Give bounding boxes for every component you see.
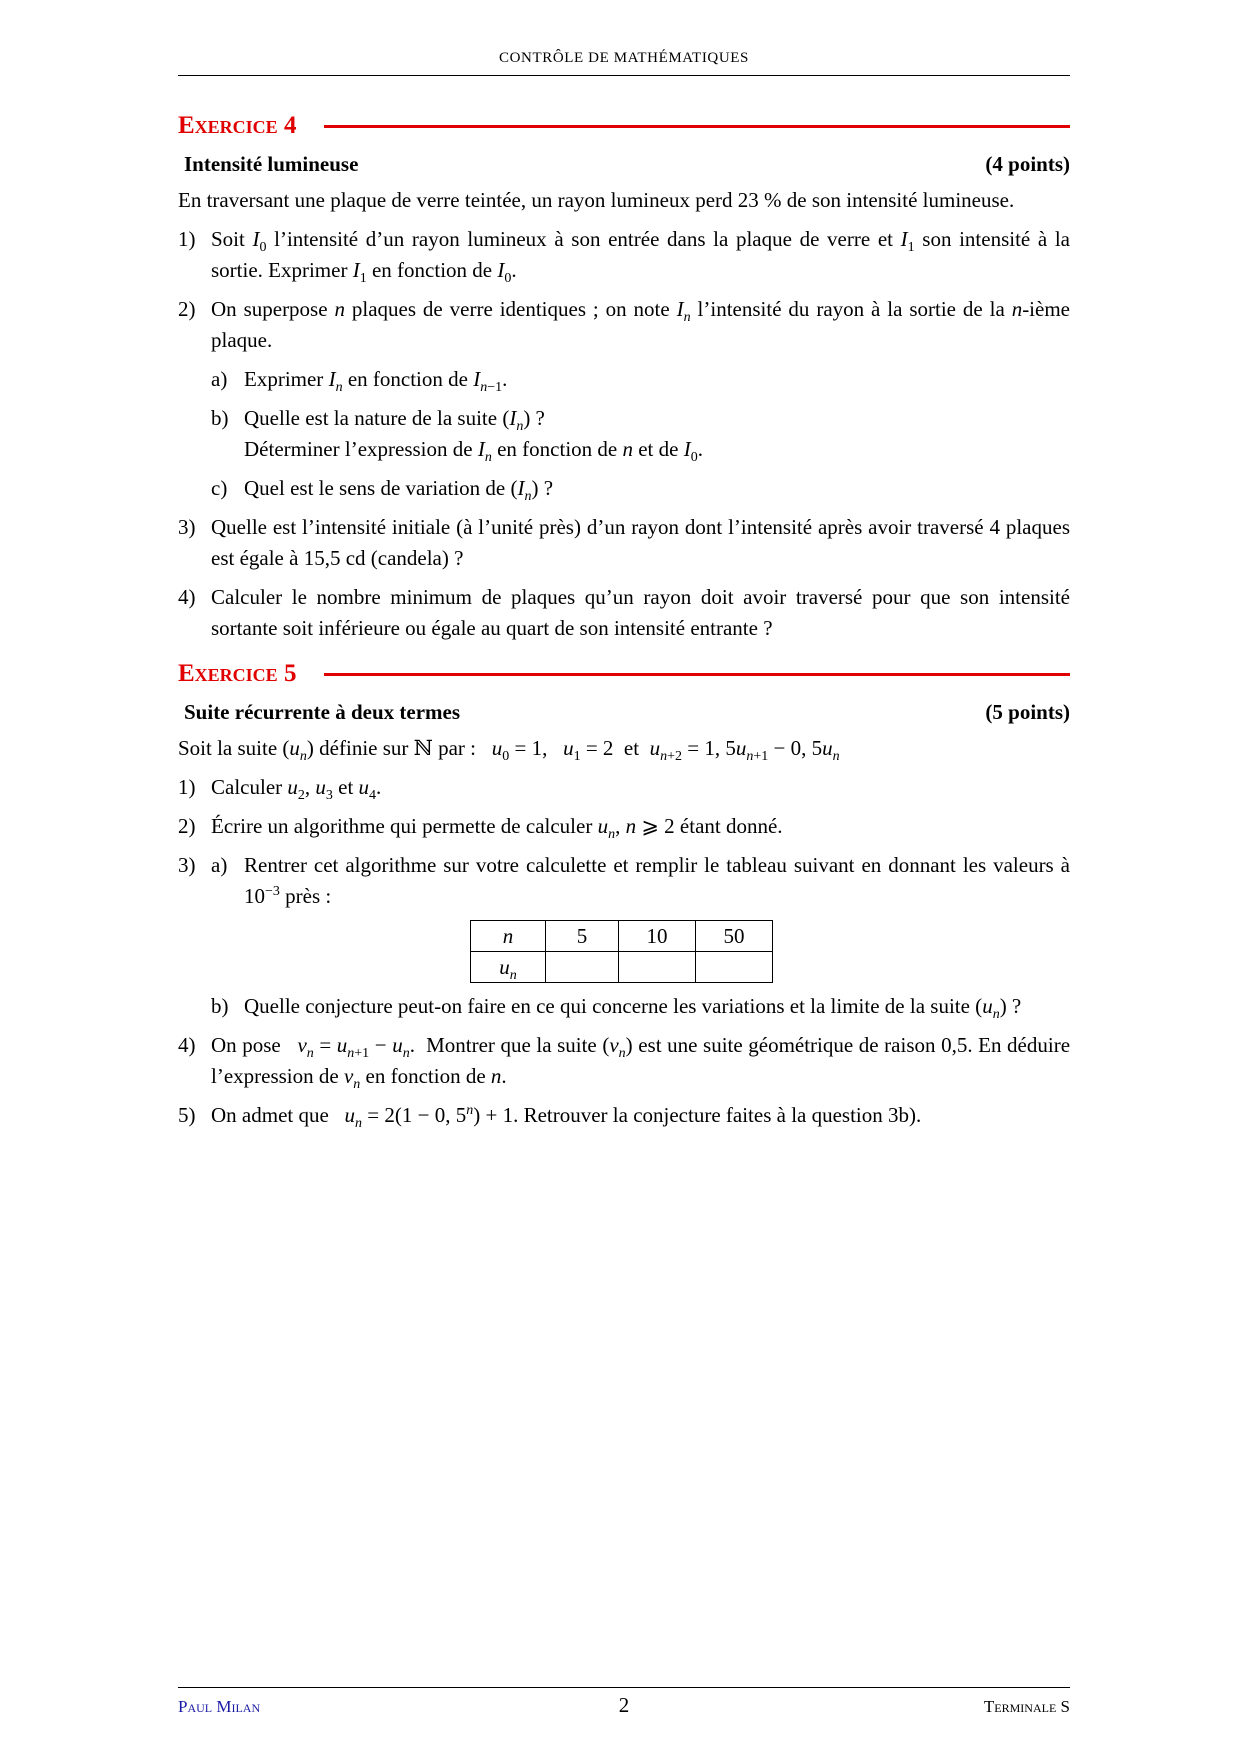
footer-author: Paul Milan: [178, 1697, 261, 1716]
exercise-5-intro: Soit la suite $(u_n)$ définie sur ℕ par : $u_0 = 1$, $u_1 = 2$ et $u_{n+2} = 1$, $5u_{n+1} - 0$, $5u_n$: [178, 736, 840, 765]
values-table: [470, 920, 773, 983]
table-header-un: $u_n$: [471, 952, 546, 983]
ex5-question-3a: 3) a) Rentrer cet algorithme sur votre calculette et remplir le tableau suivant en donnant les valeurs à $10^{-3}$ près :: [178, 853, 1070, 908]
exercise-5-rule: [324, 673, 1070, 676]
table-cell-empty[interactable]: [619, 952, 696, 983]
ex4-question-2c: c) Quel est le sens de variation de $(I_n)$ ?: [211, 476, 554, 505]
page-number: 2: [618, 1693, 630, 1717]
ex5-question-1: 1) Calculer $u_2$, $u_3$ et $u_4$.: [178, 775, 382, 804]
page: [178, 0, 1070, 1754]
ex4-question-3: 3) Quelle est l’intensité initiale (à l’unité près) d’un rayon dont l’intensité après avoir traversé 4 plaques est égale à 15,5 cd (candela) ?: [178, 515, 1070, 570]
exercise-5-subtitle: Suite récurrente à deux termes: [184, 700, 461, 724]
table-cell-empty[interactable]: [696, 952, 773, 983]
exercise-4-title: Exercice 4: [178, 112, 297, 139]
table-row: [471, 952, 773, 983]
table-header-n: n: [471, 921, 546, 952]
exercise-4-points: (4 points): [985, 152, 1070, 176]
ex4-question-2b: b) Quelle est la nature de la suite $(I_n)$ ? Déterminer l’expression de $I_n$ en fonction de n et de $I_0$.: [211, 406, 703, 466]
ex4-question-1: 1) Soit $I_0$ l’intensité d’un rayon lumineux à son entrée dans la plaque de verre et $I_1$ son intensité à la sortie. Exprimer $I_1$ en fonction de $I_0$.: [178, 227, 1070, 287]
table-row: [471, 921, 773, 952]
ex5-question-5: 5) On admet que $u_n = 2(1 - 0$, $5^n) + 1$. Retrouver la conjecture faites à la question 3b).: [178, 1103, 922, 1132]
exercise-5: [178, 656, 1070, 1131]
ex5-question-2: 2) Écrire un algorithme qui permette de calculer $u_n$, n ⩾ 2 étant donné.: [178, 814, 783, 843]
exercise-5-title: Exercice 5: [178, 660, 297, 687]
exercise-4-rule: [324, 125, 1070, 128]
exercise-4-intro: En traversant une plaque de verre teintée, un rayon lumineux perd 23 % de son intensité lumineuse.: [178, 188, 1015, 212]
table-cell: 5: [546, 921, 619, 952]
table-cell-empty[interactable]: [546, 952, 619, 983]
table-cell: 50: [696, 921, 773, 952]
running-header: CONTRÔLE DE MATHÉMATIQUES: [499, 50, 749, 66]
exercise-4: [178, 108, 1070, 644]
exercise-5-points: (5 points): [985, 700, 1070, 724]
ex5-question-4: 4) On pose $v_n = u_{n+1} - u_n$. Montrer que la suite $(v_n)$ est une suite géométrique de raison 0,5. En déduire l’expression de $v_n$ en fonction de n.: [178, 1033, 1071, 1093]
table-cell: 10: [619, 921, 696, 952]
ex5-question-3b: b) Quelle conjecture peut-on faire en ce qui concerne les variations et la limite de la suite $(u_n)$ ?: [211, 994, 1022, 1023]
exercise-4-subtitle: Intensité lumineuse: [184, 152, 359, 176]
footer-rule: [178, 1687, 1070, 1688]
footer-class: Terminale S: [983, 1697, 1070, 1716]
header-rule: [178, 75, 1070, 76]
ex4-question-4: 4) Calculer le nombre minimum de plaques qu’un rayon doit avoir traversé pour que son intensité sortante soit inférieure ou égale au quart de son intensité entrante ?: [178, 585, 1070, 640]
ex4-question-2: 2) On superpose n plaques de verre identiques ; on note $I_n$ l’intensité du rayon à la sortie de la n-ième plaque.: [178, 297, 1070, 352]
ex4-question-2a: a) Exprimer $I_n$ en fonction de $I_{n-1}$.: [211, 367, 508, 396]
